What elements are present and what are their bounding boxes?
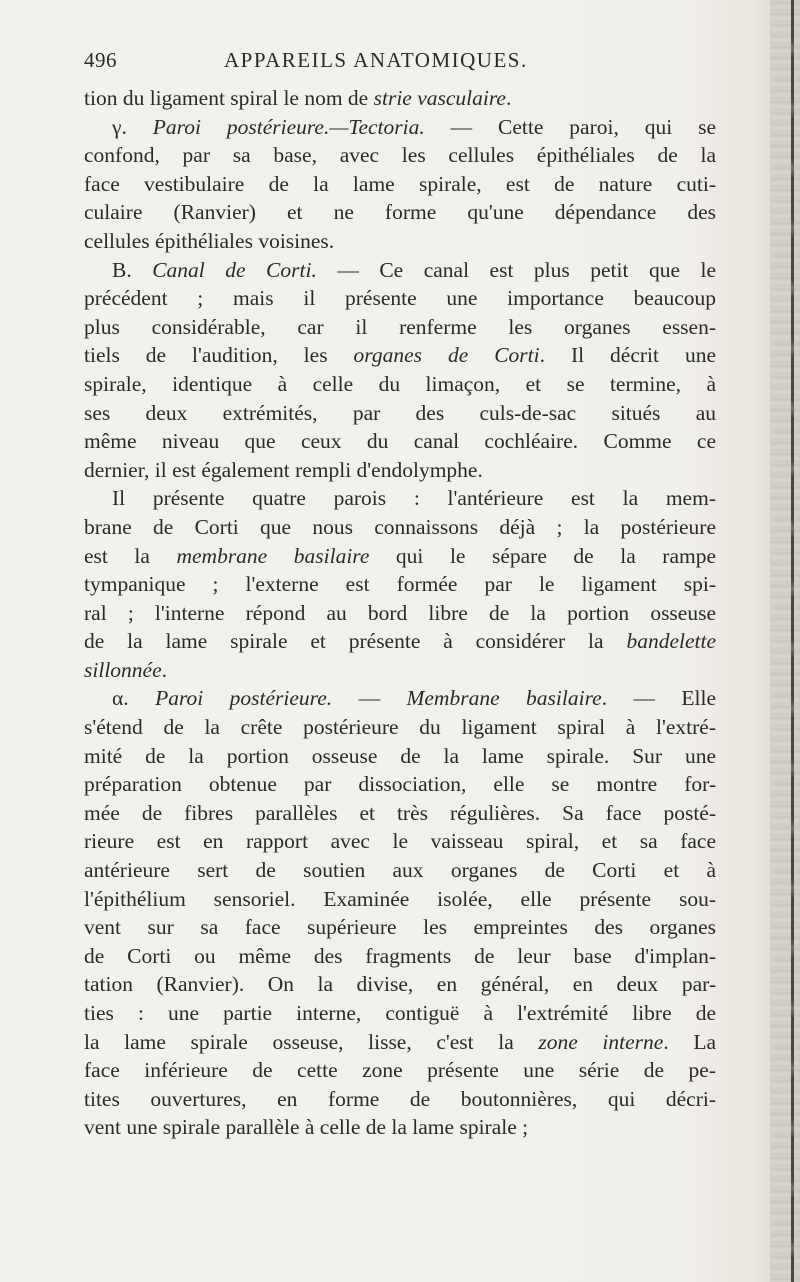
italic-term: sillonnée [84, 657, 162, 682]
italic-term: membrane basilaire [176, 543, 370, 568]
text-line [84, 570, 716, 599]
text-line [84, 227, 716, 256]
text-run: de la lame spirale et présente à considérer la [84, 629, 627, 654]
text-line [84, 1113, 716, 1142]
text-line [84, 456, 716, 485]
text-run: . [161, 657, 167, 682]
text-line [84, 513, 716, 542]
text-line [84, 341, 716, 370]
text-line [84, 399, 716, 428]
text-run: préparation obtenue par dissociation, elle se montre for- [84, 772, 716, 797]
text-line [84, 113, 716, 142]
text-run: cellules épithéliales voisines. [84, 228, 335, 253]
italic-term: Canal de Corti. [152, 257, 317, 282]
text-run: tation (Ranvier). On la divise, en général, en deux par- [84, 972, 716, 997]
text-line [84, 684, 716, 713]
text-line [84, 1085, 716, 1114]
text-line [84, 656, 716, 685]
text-run: ral ; l'interne répond au bord libre de la portion osseuse [84, 600, 716, 625]
italic-term: bandelette [626, 629, 716, 654]
text-run: mité de la portion osseuse de la lame spirale. Sur une [84, 743, 716, 768]
text-run: . Il décrit une [539, 343, 716, 368]
page-edge-shadow [791, 0, 794, 1282]
text-run: qui le sépare de la rampe [369, 543, 717, 568]
text-run: tion du ligament spiral le nom de [84, 86, 374, 110]
text-run: brane de Corti que nous connaissons déjà ; la postérieure [84, 514, 716, 539]
text-run: tites ouvertures, en forme de boutonnières, qui décri- [84, 1086, 716, 1111]
italic-term: strie vasculaire [373, 86, 506, 110]
text-line [84, 799, 716, 828]
text-run: plus considérable, car il renferme les organes essen- [84, 314, 716, 339]
text-run: s'étend de la crête postérieure du ligament spiral à l'extré- [84, 715, 716, 740]
text-run: est la [84, 543, 177, 568]
text-line [84, 198, 716, 227]
text-line [84, 713, 716, 742]
text-line [84, 84, 716, 113]
text-run: dernier, il est également rempli d'endolymphe. [84, 457, 483, 482]
text-line [84, 427, 716, 456]
page-edge-binding [770, 0, 800, 1282]
text-run: face inférieure de cette zone présente une série de pe- [84, 1058, 716, 1083]
text-line [84, 999, 716, 1028]
text-run: — Cette paroi, qui se [424, 114, 716, 139]
text-line [84, 256, 716, 285]
text-line [84, 170, 716, 199]
text-line [84, 770, 716, 799]
text-line [84, 284, 716, 313]
text-line [84, 141, 716, 170]
text-run: Il présente quatre parois : l'antérieure est la mem- [112, 486, 716, 511]
text-line [84, 1028, 716, 1057]
text-line [84, 856, 716, 885]
text-run: même niveau que ceux du canal cochléaire. Comme ce [84, 429, 716, 454]
italic-term: Paroi postérieure. [155, 686, 333, 711]
text-run: vent une spirale parallèle à celle de la lame spirale ; [84, 1115, 529, 1140]
text-run: ties : une partie interne, contiguë à l'extrémité libre de [84, 1001, 716, 1025]
text-run: α. [112, 686, 156, 711]
text-run: tiels de l'audition, les [84, 343, 354, 368]
page-number: 496 [84, 48, 117, 72]
text-run: de Corti ou même des fragments de leur base d'implan- [84, 943, 716, 968]
text-run: confond, par sa base, avec les cellules épithéliales de la [84, 143, 716, 168]
text-line [84, 599, 716, 628]
body-text [84, 84, 716, 1142]
text-run: mée de fibres parallèles et très régulières. Sa face posté- [84, 800, 716, 825]
text-run: vent sur sa face supérieure les empreintes des organes [84, 915, 716, 940]
text-line [84, 913, 716, 942]
text-run: — [332, 686, 407, 711]
text-line [84, 942, 716, 971]
text-line [84, 970, 716, 999]
text-run: tympanique ; l'externe est formée par le ligament spi- [84, 572, 716, 597]
text-run: culaire (Ranvier) et ne forme qu'une dépendance des [84, 200, 716, 225]
text-run: précédent ; mais il présente une importance beaucoup [84, 286, 716, 311]
text-run: antérieure sert de soutien aux organes de Corti et à [84, 858, 716, 883]
text-run: . La [663, 1029, 716, 1054]
text-run: spirale, identique à celle du limaçon, et se termine, à [84, 371, 716, 396]
text-run: face vestibulaire de la lame spirale, est de nature cuti- [84, 171, 716, 196]
text-run: rieure est en rapport avec le vaisseau spiral, et sa face [84, 829, 716, 854]
text-run: l'épithélium sensoriel. Examinée isolée, elle présente sou- [84, 886, 716, 911]
text-line [84, 484, 716, 513]
italic-term: zone interne [538, 1029, 664, 1054]
text-line [84, 885, 716, 914]
text-line [84, 827, 716, 856]
page-header [84, 48, 716, 82]
text-line [84, 1056, 716, 1085]
text-run: la lame spirale osseuse, lisse, c'est la [84, 1029, 539, 1054]
text-run: . [505, 86, 512, 110]
italic-term: Membrane basilaire [406, 686, 602, 711]
text-line [84, 313, 716, 342]
text-line [84, 627, 716, 656]
text-run: . — Elle [601, 686, 717, 711]
text-line [84, 542, 716, 571]
text-run: — Ce canal est plus petit que le [316, 257, 717, 282]
running-head: APPAREILS ANATOMIQUES. [224, 48, 528, 72]
text-run: ses deux extrémités, par des culs-de-sac situés au [84, 400, 716, 425]
text-line [84, 742, 716, 771]
italic-term: organes de Corti [353, 343, 540, 368]
italic-term: Paroi postérieure.—Tectoria. [152, 114, 425, 139]
text-run: B. [112, 257, 153, 282]
text-line [84, 370, 716, 399]
text-run: γ. [112, 114, 153, 139]
